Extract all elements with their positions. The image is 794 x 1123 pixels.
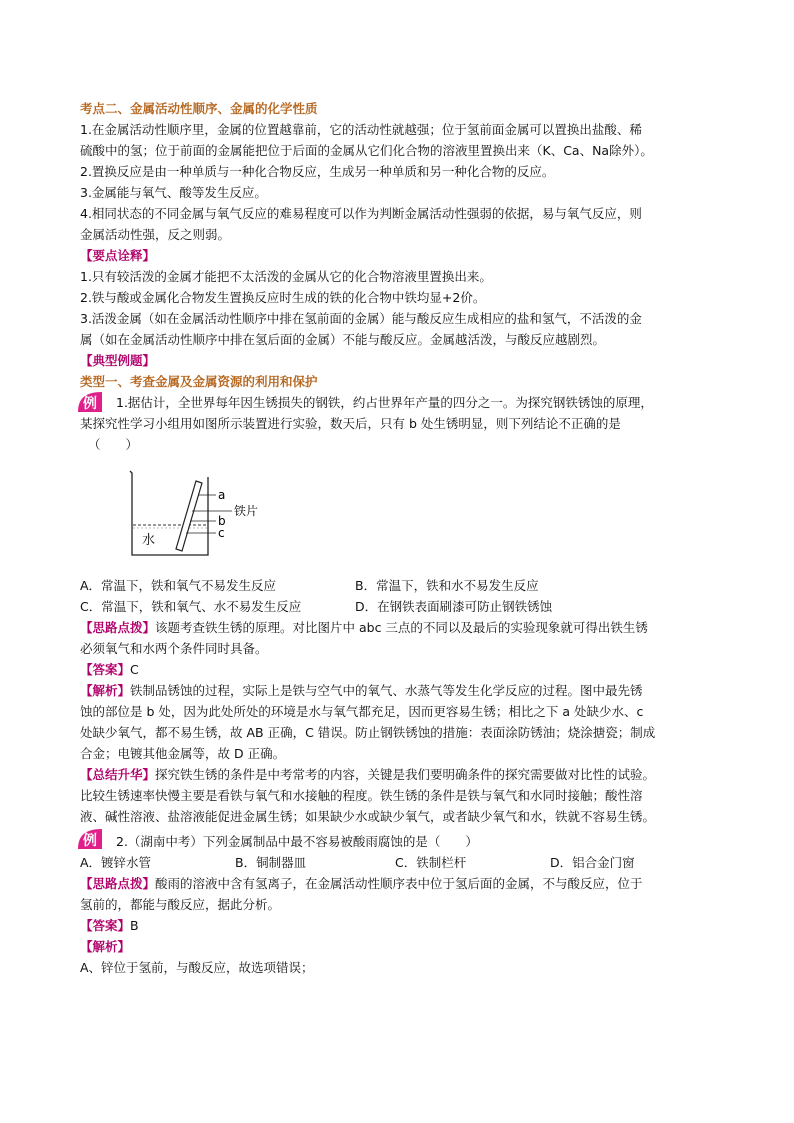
point-line: 2.置换反应是由一种单质与一种化合物反应，生成另一种单质和另一种化合物的反应。 [80, 164, 555, 179]
svg-text:b: b [218, 514, 226, 528]
q2-hint-line: 氢前的，都能与酸反应，据此分析。 [80, 897, 281, 912]
q1-stem-line: 某探究性学习小组用如图所示装置进行实验，数天后，只有 b 处生锈明显，则下列结论不正确的是 [80, 416, 621, 431]
answer-tag: 【答案】 [80, 662, 131, 677]
option-a[interactable]: A．镀锌水管 [80, 855, 152, 870]
svg-text:c: c [218, 526, 225, 540]
point-line: 3.金属能与氧气、酸等发生反应。 [80, 185, 267, 200]
q1-summary: 【总结升华】探究铁生锈的条件是中考常考的内容，关键是我们要明确条件的探究需要做对比性的试验。 [80, 767, 656, 782]
hint-tag: 【思路点拨】 [80, 620, 156, 635]
key-points-tag: 【要点诠释】 [80, 248, 156, 263]
question-2 [80, 831, 720, 852]
hint-tag: 【思路点拨】 [80, 876, 156, 891]
q2-hint: 【思路点拨】酸雨的溶液中含有氢离子，在金属活动性顺序表中位于氢后面的金属，不与酸反应，位于 [80, 876, 643, 891]
analysis-tag: 【解析】 [80, 939, 131, 954]
svg-text:例: 例 [83, 833, 97, 849]
svg-text:例: 例 [83, 396, 97, 412]
q1-analysis-line: 处缺少氧气，都不易生锈，故 AB 正确，C 错误。防止钢铁锈蚀的措施：表面涂防锈油；烧涂搪瓷；制成 [80, 725, 656, 740]
type-title: 类型一、考查金属及金属资源的利用和保护 [80, 374, 318, 389]
svg-text:铁片: 铁片 [234, 504, 259, 518]
point-line: 4.相同状态的不同金属与氧气反应的难易程度可以作为判断金属活动性强弱的依据，易与氧气反应，则 [80, 206, 642, 221]
q2-answer: 【答案】B [80, 918, 139, 933]
point-line: 1.在金属活动性顺序里，金属的位置越靠前，它的活动性就越强；位于氢前面金属可以置换出盐酸、稀 [80, 122, 642, 137]
q1-analysis-line: 合金；电镀其他金属等，故 D 正确。 [80, 746, 286, 761]
svg-text:水: 水 [142, 533, 156, 548]
key-point-line: 1.只有较活泼的金属才能把不太活泼的金属从它的化合物溶液里置换出来。 [80, 269, 492, 284]
q2-stem: 2.（湖南中考）下列金属制品中最不容易被酸雨腐蚀的是（ ） [116, 834, 478, 849]
option-b[interactable]: B．常温下，铁和水不易发生反应 [355, 578, 539, 593]
q2-analysis-line: A、锌位于氢前，与酸反应，故选项错误； [80, 960, 314, 975]
key-point-line: 3.活泼金属（如在金属活动性顺序中排在氢前面的金属）能与酸反应生成相应的盐和氢气，不活泼的金 [80, 311, 642, 326]
q1-analysis: 【解析】铁制品锈蚀的过程，实际上是铁与空气中的氧气、水蒸气等发生化学反应的过程。图中最先锈 [80, 683, 643, 698]
page-content [80, 98, 720, 978]
option-c[interactable]: C．铁制栏杆 [395, 855, 467, 870]
option-d[interactable]: D．铝合金门窗 [550, 855, 635, 870]
point-line: 硫酸中的氢；位于前面的金属能把位于后面的金属从它们化合物的溶液里置换出来（K、Ca、Na除外）。 [80, 143, 653, 158]
analysis-tag: 【解析】 [80, 683, 131, 698]
summary-tag: 【总结升华】 [80, 767, 156, 782]
example-icon [76, 827, 104, 851]
svg-text:a: a [218, 488, 226, 502]
section-title: 考点二、金属活动性顺序、金属的化学性质 [80, 101, 318, 116]
option-b[interactable]: B．铜制器皿 [235, 855, 307, 870]
beaker-figure [80, 459, 720, 569]
q1-answer: 【答案】C [80, 662, 139, 677]
q1-options-row [80, 596, 720, 617]
q1-hint: 【思路点拨】该题考查铁生锈的原理。对比图片中 abc 三点的不同以及最后的实验现象就可得出铁生锈 [80, 620, 648, 635]
q1-summary-line: 液、碱性溶液、盐溶液能促进金属生锈；如果缺少水或缺少氧气，或者缺少氧气和水，铁就不容易生锈。 [80, 809, 656, 824]
q1-analysis-line: 蚀的部位是 b 处，因为此处所处的环境是水与氧气都充足，因而更容易生锈；相比之下 a 处缺少水、c [80, 704, 644, 719]
beaker-diagram [120, 463, 280, 573]
option-c[interactable]: C．常温下，铁和氧气、水不易发生反应 [80, 599, 302, 614]
question-1 [80, 392, 720, 455]
examples-tag: 【典型例题】 [80, 353, 156, 368]
key-point-line: 2.铁与酸或金属化合物发生置换反应时生成的铁的化合物中铁均显+2价。 [80, 290, 486, 305]
q2-options-row [80, 852, 720, 873]
q1-stem-line: 1.据估计，全世界每年因生锈损失的钢铁，约占世界年产量的四分之一。为探究钢铁锈蚀的原理， [116, 395, 653, 410]
q1-summary-line: 比较生锈速率快慢主要是看铁与氧气和水接触的程度。铁生锈的条件是铁与氧气和水同时接触；酸性溶 [80, 788, 643, 803]
option-a[interactable]: A．常温下，铁和氧气不易发生反应 [80, 578, 277, 593]
q1-blank: （ ） [88, 437, 139, 452]
point-line: 金属活动性强，反之则弱。 [80, 227, 231, 242]
key-point-line: 属（如在金属活动性顺序中排在氢后面的金属）不能与酸反应。金属越活泼，与酸反应越剧烈。 [80, 332, 606, 347]
example-icon [76, 390, 104, 414]
q1-options-row [80, 575, 720, 596]
answer-tag: 【答案】 [80, 918, 131, 933]
q1-hint-line: 必须氧气和水两个条件同时具备。 [80, 641, 268, 656]
option-d[interactable]: D．在钢铁表面刷漆可防止钢铁锈蚀 [355, 599, 553, 614]
